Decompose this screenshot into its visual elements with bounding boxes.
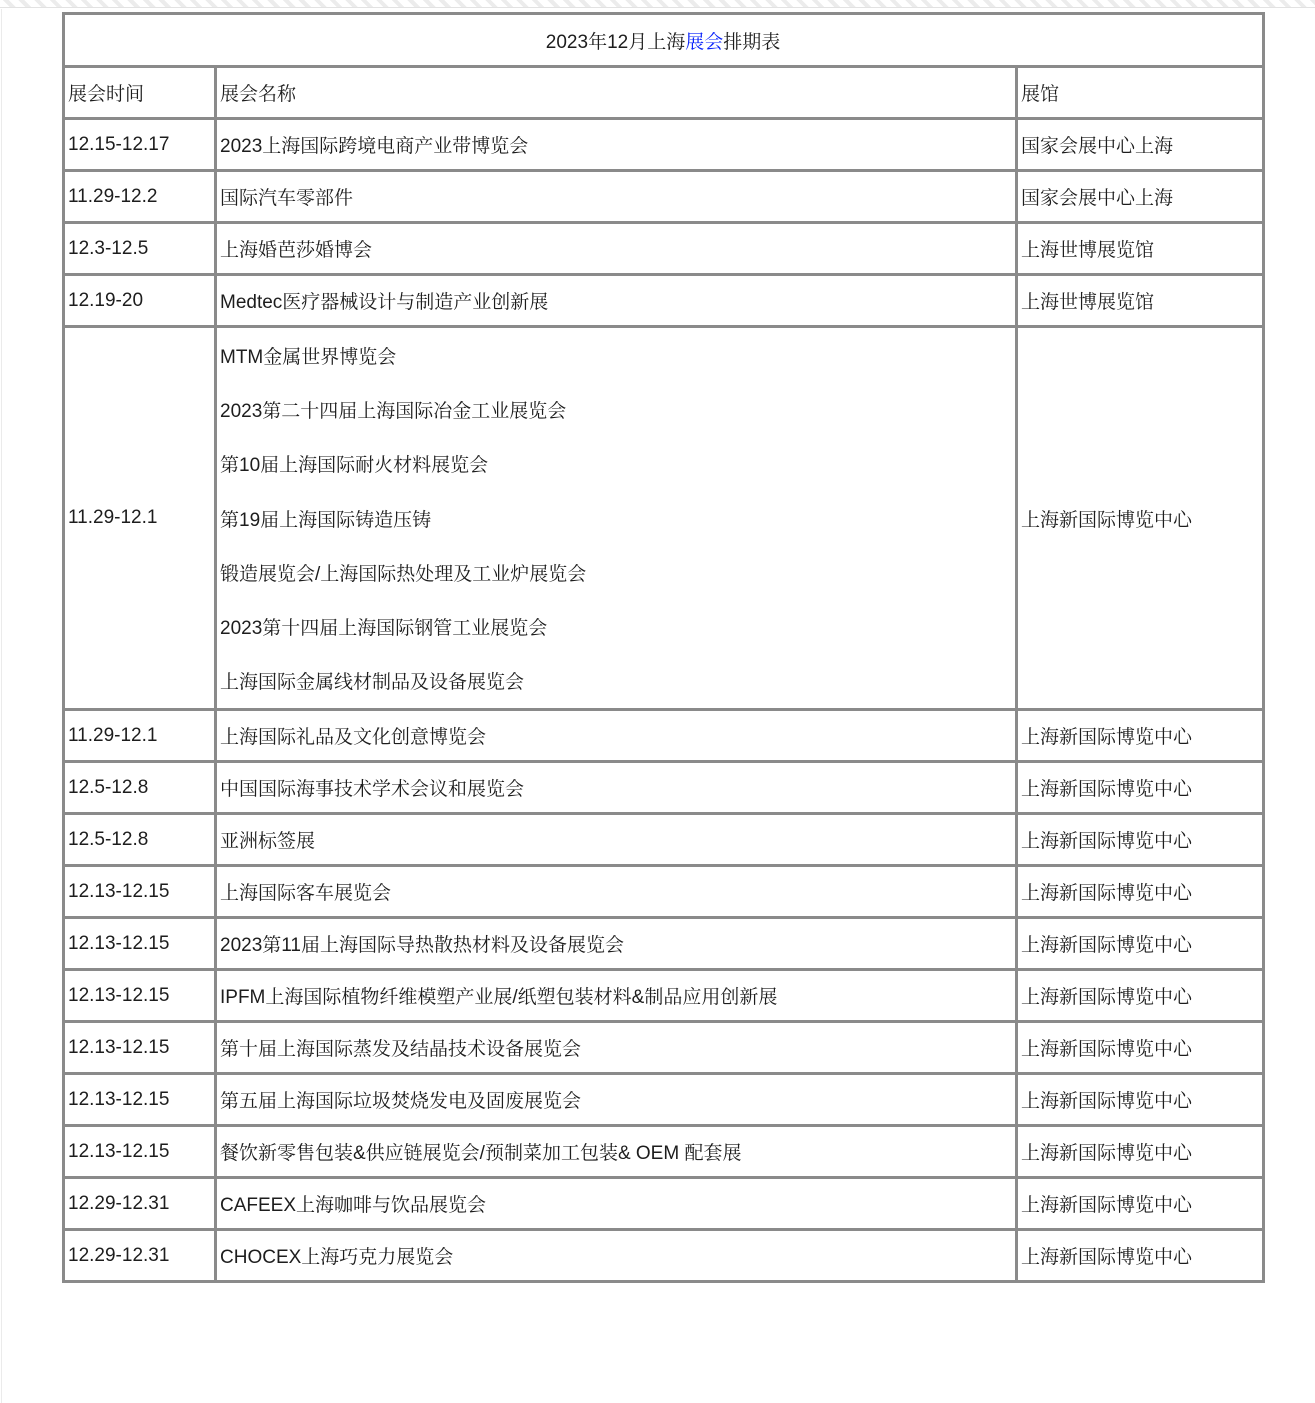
name-cell [216,814,1017,866]
time-cell: 12.13-12.15 [64,866,216,918]
table-row [64,1126,1264,1178]
venue-cell: 上海新国际博览中心 [1017,1126,1264,1178]
name-cell [216,275,1017,327]
time-cell: 12.3-12.5 [64,223,216,275]
name-cell [216,223,1017,275]
table-row [64,918,1264,970]
exhibition-name-line: 上海婚芭莎婚博会 [220,240,373,261]
venue-cell: 上海新国际博览中心 [1017,762,1264,814]
venue-cell: 上海新国际博览中心 [1017,970,1264,1022]
table-row [64,866,1264,918]
left-edge-line [1,9,2,1403]
exhibition-name-line: 第19届上海国际铸造压铸 [220,509,432,531]
name-cell [216,710,1017,762]
exhibition-name-line: 锻造展览会/上海国际热处理及工业炉展览会 [220,563,587,585]
venue-cell: 上海新国际博览中心 [1017,1230,1264,1282]
name-cell [216,918,1017,970]
exhibition-schedule-table [62,12,1265,1283]
table-row [64,119,1264,171]
table-row [64,1074,1264,1126]
table-row [64,1022,1264,1074]
table-header-row [64,67,1264,119]
name-cell [216,1178,1017,1230]
time-cell: 11.29-12.1 [64,327,216,710]
time-cell: 11.29-12.2 [64,171,216,223]
time-cell: 12.13-12.15 [64,918,216,970]
time-cell: 12.5-12.8 [64,762,216,814]
page-title [64,14,1264,67]
name-cell [216,762,1017,814]
exhibition-name-line: Medtec医疗器械设计与制造产业创新展 [220,292,549,313]
exhibition-name-line: 第10届上海国际耐火材料展览会 [220,455,489,477]
exhibition-name-line: 2023第二十四届上海国际冶金工业展览会 [220,400,567,422]
name-cell [216,866,1017,918]
table-title-row [64,14,1264,67]
time-cell: 11.29-12.1 [64,710,216,762]
venue-cell: 上海新国际博览中心 [1017,918,1264,970]
name-cell [216,1022,1017,1074]
venue-cell: 国家会展中心上海 [1017,171,1264,223]
exhibition-name-line: 上海国际客车展览会 [220,883,392,905]
exhibition-name-line: 上海国际金属线材制品及设备展览会 [220,672,525,694]
venue-cell: 上海新国际博览中心 [1017,1074,1264,1126]
name-cell [216,970,1017,1022]
exhibition-name-line: 2023上海国际跨境电商产业带博览会 [220,136,529,157]
venue-cell: 上海新国际博览中心 [1017,327,1264,710]
name-cell [216,1074,1017,1126]
title-suffix: 排期表 [723,31,781,53]
exhibition-name-line: MTM金属世界博览会 [220,346,397,368]
time-cell: 12.19-20 [64,275,216,327]
time-cell: 12.5-12.8 [64,814,216,866]
table-row [64,275,1264,327]
table-row [64,814,1264,866]
exhibition-name-line: 2023第11届上海国际导热散热材料及设备展览会 [220,935,624,957]
venue-cell: 上海新国际博览中心 [1017,710,1264,762]
exhibition-name-line: IPFM上海国际植物纤维模塑产业展/纸塑包装材料&制品应用创新展 [220,987,778,1009]
venue-cell: 上海世博展览馆 [1017,275,1264,327]
table-row [64,970,1264,1022]
title-exhibition-link[interactable]: 展会 [685,31,724,53]
exhibition-name-line: 第十届上海国际蒸发及结晶技术设备展览会 [220,1039,582,1061]
column-header-time: 展会时间 [64,67,216,119]
venue-cell: 上海世博展览馆 [1017,223,1264,275]
time-cell: 12.29-12.31 [64,1178,216,1230]
venue-cell: 上海新国际博览中心 [1017,1178,1264,1230]
exhibition-name-line: 2023第十四届上海国际钢管工业展览会 [220,618,548,640]
time-cell: 12.13-12.15 [64,970,216,1022]
time-cell: 12.13-12.15 [64,1074,216,1126]
venue-cell: 国家会展中心上海 [1017,119,1264,171]
venue-cell: 上海新国际博览中心 [1017,814,1264,866]
column-header-venue: 展馆 [1017,67,1264,119]
exhibition-name-line: CAFEEX上海咖啡与饮品展览会 [220,1195,487,1217]
venue-cell: 上海新国际博览中心 [1017,1022,1264,1074]
exhibition-name-line: 餐饮新零售包装&供应链展览会/预制菜加工包装& OEM 配套展 [220,1143,742,1165]
time-cell: 12.13-12.15 [64,1022,216,1074]
name-cell [216,119,1017,171]
name-cell [216,327,1017,710]
table-row [64,327,1264,710]
table-row [64,223,1264,275]
table-row [64,171,1264,223]
table-row [64,1178,1264,1230]
time-cell: 12.29-12.31 [64,1230,216,1282]
exhibition-name-line: 国际汽车零部件 [220,188,354,209]
top-stripe-band [0,0,1315,8]
exhibition-name-line: 第五届上海国际垃圾焚烧发电及固废展览会 [220,1091,582,1113]
exhibition-name-line: CHOCEX上海巧克力展览会 [220,1247,454,1269]
name-cell [216,171,1017,223]
name-cell [216,1230,1017,1282]
title-prefix: 2023年12月上海 [545,31,686,53]
exhibition-name-line: 中国国际海事技术学术会议和展览会 [220,779,525,801]
table-row [64,762,1264,814]
exhibition-name-line: 亚洲标签展 [220,831,316,853]
table-row [64,1230,1264,1282]
time-cell: 12.15-12.17 [64,119,216,171]
exhibition-name-line: 上海国际礼品及文化创意博览会 [220,727,487,749]
name-cell [216,1126,1017,1178]
time-cell: 12.13-12.15 [64,1126,216,1178]
venue-cell: 上海新国际博览中心 [1017,866,1264,918]
table-row [64,710,1264,762]
column-header-name: 展会名称 [216,67,1017,119]
